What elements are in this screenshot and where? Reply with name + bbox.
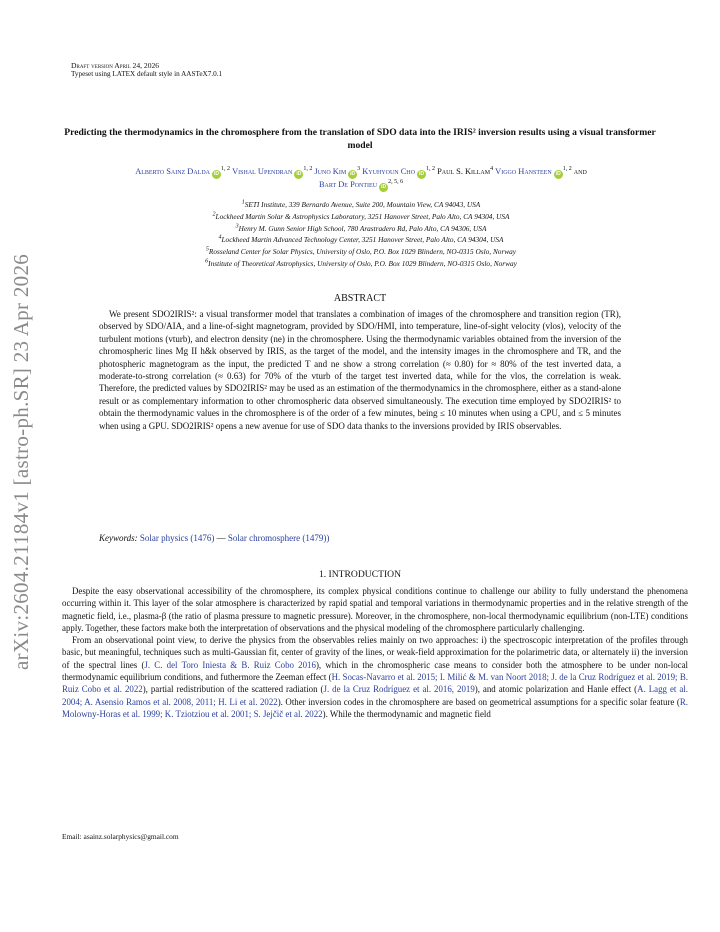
author-name[interactable]: Viggo Hansteen: [495, 167, 552, 176]
and-conjunction: and: [573, 167, 587, 176]
orcid-icon[interactable]: iD: [418, 171, 424, 177]
author-name[interactable]: Kyuhyoun Cho: [362, 167, 415, 176]
paper-title: Predicting the thermodynamics in the chromosphere from the translation of SDO data into the IRIS² inversion results using a visual transformer model: [64, 127, 656, 151]
paragraph: Despite the easy observational accessibility of the chromosphere, its complex physical conditions continue to challenge our ability to fully understand the phenomena occurring within it. This layer of the solar atmosphere is characterized by rapid spatial and temporal variations in thermodynamic properties and in the relative strength of the magnetic field, i.e., plasma-β (the ratio of plasma pressure to magnetic pressure). Moreover, in the chromosphere, non-local thermodynamic equilibrium (non-LTE) conditions apply. Together, these factors make both the interpretation of observations and the physical modeling of the chromosphere particularly challenging.: [62, 586, 688, 633]
paragraph: From an observational point view, to derive the physics from the observables relies mainly on two approaches: i) the spectroscopic interpretation of the profiles through basic, but meaningful, techniques such as multi-Gaussian fit, center of gravity of the lines, or weak-field approximation for the polarimetric data, or alternately ii) the inversion of the spectral lines (J. C. del Toro Iniesta & B. Ruiz Cobo 2016), which in the chromospheric case means to consider both the atmosphere to be under non-local thermodynamic equilibrium conditions, and futhermore the Zeeman effect (H. Socas-Navarro et al. 2015; I. Milić & M. van Noort 2018; J. de la Cruz Rodríguez et al. 2019; B. Ruiz Cobo et al. 2022), partial redistribution of the scattered radiation (J. de la Cruz Rodríguez et al. 2016, 2019), and atomic polarization and Hanle effect (A. Lagg et al. 2004; A. Asensio Ramos et al. 2008, 2011; H. Li et al. 2022). Other inversion codes in the chromosphere are based on geometrical assumptions for a specific solar feature (R. Molowny-Horas et al. 1999; K. Tziotziou et al. 2001; S. Jejčič et al. 2022). While the thermodynamic and magnetic field: [62, 635, 688, 719]
affiliation: $^3$Henry M. Gunn Senior High School, 780 Arastradero Rd, Palo Alto, CA 94306, USA: [235, 223, 487, 233]
citation-link[interactable]: A. Lagg et al. 2004; A. Asensio Ramos et al. 2008, 2011; H. Li et al. 2022: [62, 684, 688, 707]
citation-link[interactable]: H. Socas-Navarro et al. 2015; I. Milić & M. van Noort 2018; J. de la Cruz Rodríguez et al. 2019; B. Ruiz Cobo et al. 2022: [62, 672, 688, 695]
author-name[interactable]: Vishal Upendran: [232, 167, 293, 176]
affiliation-list: [66, 199, 656, 270]
abstract-heading: ABSTRACT: [333, 293, 387, 304]
orcid-icon[interactable]: iD: [350, 171, 356, 177]
citation-link[interactable]: J. C. del Toro Iniesta & B. Ruiz Cobo 2016: [144, 659, 316, 670]
arxiv-identifier-stamp[interactable]: arXiv:2604.21184v1 [astro-ph.SR] 23 Apr 2026: [9, 253, 33, 670]
citation-link[interactable]: R. Molowny-Horas et al. 1999; K. Tziotziou et al. 2001; S. Jejčič et al. 2022: [62, 696, 688, 719]
abstract-body: We present SDO2IRIS²: a visual transformer model that translates a combination of images of the chromosphere and transition region (TR), observed by SDO/AIA, and a line-of-sight magnetogram, provided by SDO/HMI, into temperature, line-of-sight velocity (vlos), velocity of the turbulent motions (vturb), and electron density (ne) in the chromosphere. Using the thermodynamic variables obtained from the inversion of the chromospheric lines Mg II h&k observed by IRIS, as the target of the model, and the intensity images in the chromosphere and TR, and the photospheric magnetogram as the input, the predicted T and ne show a strong correlation (≈ 0.80) for ≈ 80% of the test inverted data, a moderate-to-strong correlation (≈ 0.63) for 70% of the vturb of the target test inverted data, while for the vlos, the correlation is weak. Therefore, the predicted values by SDO2IRIS² may be used as an estimation of the thermodynamics in the chromosphere, either as a stand-alone result or as complementary information to other chromospheric data observed simultaneously. The execution time employed by SDO2IRIS² to obtain the thermodynamic values in the chromosphere is of the order of a few minutes, being ≤ 10 minutes when using a CPU, and ≤ 5 minutes when using a GPU. SDO2IRIS² opens a new avenue for use of SDO data thanks to the inversions provided by IRIS observables.: [99, 309, 621, 431]
typeset-line: Typeset using LATEX default style in AASTeX7.0.1: [71, 70, 223, 79]
author-name[interactable]: Alberto Sainz Dalda: [135, 167, 211, 176]
author-name[interactable]: Bart De Pontieu: [318, 180, 378, 189]
introduction-body: [62, 585, 688, 720]
citation-link[interactable]: J. de la Cruz Rodríguez et al. 2016, 2019: [323, 684, 475, 695]
author-name[interactable]: Juno Kim: [314, 167, 347, 176]
orcid-icon[interactable]: iD: [381, 184, 387, 190]
keyword-link[interactable]: Solar chromosphere (1479)): [227, 533, 330, 543]
affiliation: $^4$Lockheed Martin Advanced Technology Center, 3251 Hanover Street, Palo Alto, CA 94304, USA: [218, 234, 504, 245]
affiliation: $^2$Lockheed Martin Solar & Astrophysics Laboratory, 3251 Hanover Street, Palo Alto, CA 94304, USA: [212, 211, 510, 221]
author-name: Paul S. Killam: [437, 167, 491, 176]
section-heading: 1. INTRODUCTION: [318, 569, 402, 580]
keywords-line: Keywords: Solar physics (1476) — Solar chromosphere (1479)): [99, 533, 330, 543]
orcid-icon[interactable]: iD: [555, 171, 561, 177]
draft-version-line: Draft version April 24, 2026: [71, 61, 160, 70]
orcid-icon[interactable]: iD: [214, 171, 220, 177]
affiliation: $^6$Institute of Theoretical Astrophysics, University of Oslo, P.O. Box 1029 Blindern, NO-0315 Oslo, Norway: [205, 258, 517, 268]
author-list: Alberto Sainz Dalda iD$^{1, 2}$ Vishal Upendran iD$^{1, 2}$ Juno Kim $iD^3$ Kyuhyoun Cho iD$^{1, 2}$ Paul S. Killam$^4$ Viggo Hansteen iD$^{1, 2}$ and Bart De Pontieu iD$^{2, 5, 6}$: [135, 166, 587, 190]
affiliation: $^5$Rosseland Center for Solar Physics, University of Oslo, P.O. Box 1029 Blindern, NO-0315 Oslo, Norway: [205, 246, 517, 257]
contact-email[interactable]: Email: asainz.solarphysics@gmail.com: [62, 832, 179, 841]
draft-header: [71, 61, 222, 80]
orcid-icon[interactable]: iD: [296, 171, 302, 177]
affiliation: $^1$SETI Institute, 339 Bernardo Avenue, Suite 200, Mountain View, CA 94043, USA: [241, 199, 481, 209]
keywords-label: Keywords:: [99, 533, 138, 543]
keyword-link[interactable]: Solar physics (1476): [139, 533, 215, 543]
